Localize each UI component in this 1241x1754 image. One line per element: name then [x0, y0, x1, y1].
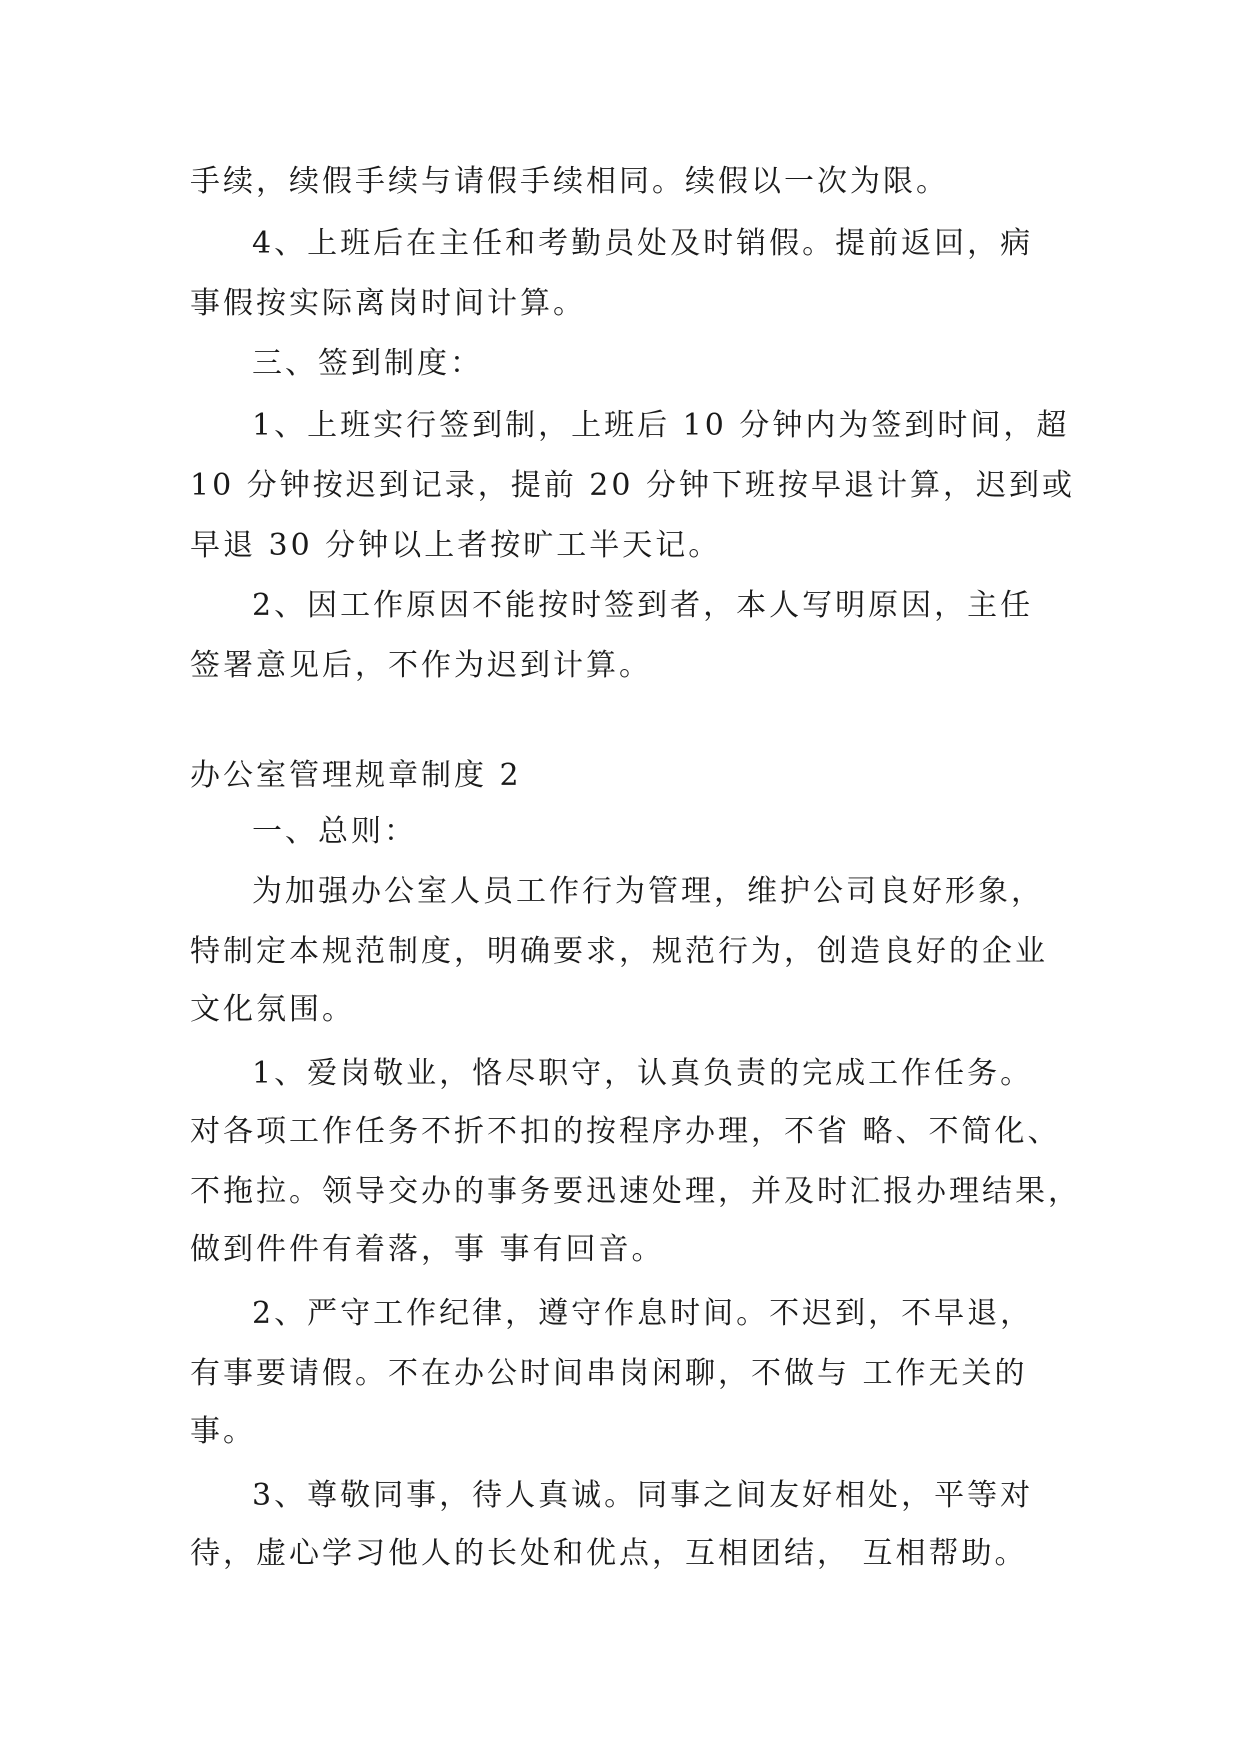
text-line: 2、严守工作纪律，遵守作息时间。不迟到，不早退， — [252, 1296, 1034, 1331]
section-heading: 一、总则： — [252, 814, 417, 849]
text-line: 事假按实际离岗时间计算。 — [190, 286, 586, 321]
text-line: 做到件件有着落，事 事有回音。 — [190, 1232, 665, 1267]
text-line: 文化氛围。 — [190, 992, 355, 1027]
text-line: 为加强办公室人员工作行为管理，维护公司良好形象， — [252, 874, 1044, 909]
text-line: 早退 30 分钟以上者按旷工半天记。 — [190, 528, 722, 563]
text-line: 2、因工作原因不能按时签到者，本人写明原因，主任 — [252, 588, 1034, 623]
text-line: 特制定本规范制度，明确要求，规范行为，创造良好的企业 — [190, 934, 1048, 969]
text-line: 1、上班实行签到制，上班后 10 分钟内为签到时间，超 — [252, 408, 1070, 443]
document-title: 办公室管理规章制度 2 — [190, 758, 522, 793]
text-line: 事。 — [190, 1414, 256, 1449]
text-line: 有事要请假。不在办公时间串岗闲聊，不做与 工作无关的 — [190, 1356, 1028, 1391]
text-line: 4、上班后在主任和考勤员处及时销假。提前返回，病 — [252, 226, 1034, 261]
text-line: 对各项工作任务不折不扣的按程序办理，不省 略、不简化、 — [190, 1114, 1061, 1149]
text-line: 3、尊敬同事，待人真诚。同事之间友好相处，平等对 — [252, 1478, 1034, 1513]
text-line: 10 分钟按迟到记录，提前 20 分钟下班按早退计算，迟到或 — [190, 468, 1075, 503]
section-heading: 三、签到制度： — [252, 346, 483, 381]
text-line: 手续，续假手续与请假手续相同。续假以一次为限。 — [190, 164, 949, 199]
text-line: 不拖拉。领导交办的事务要迅速处理，并及时汇报办理结果， — [190, 1174, 1081, 1209]
text-line: 签署意见后，不作为迟到计算。 — [190, 648, 652, 683]
text-line: 待，虚心学习他人的长处和优点，互相团结， 互相帮助。 — [190, 1536, 1028, 1571]
text-line: 1、爱岗敬业，恪尽职守，认真负责的完成工作任务。 — [252, 1056, 1034, 1091]
